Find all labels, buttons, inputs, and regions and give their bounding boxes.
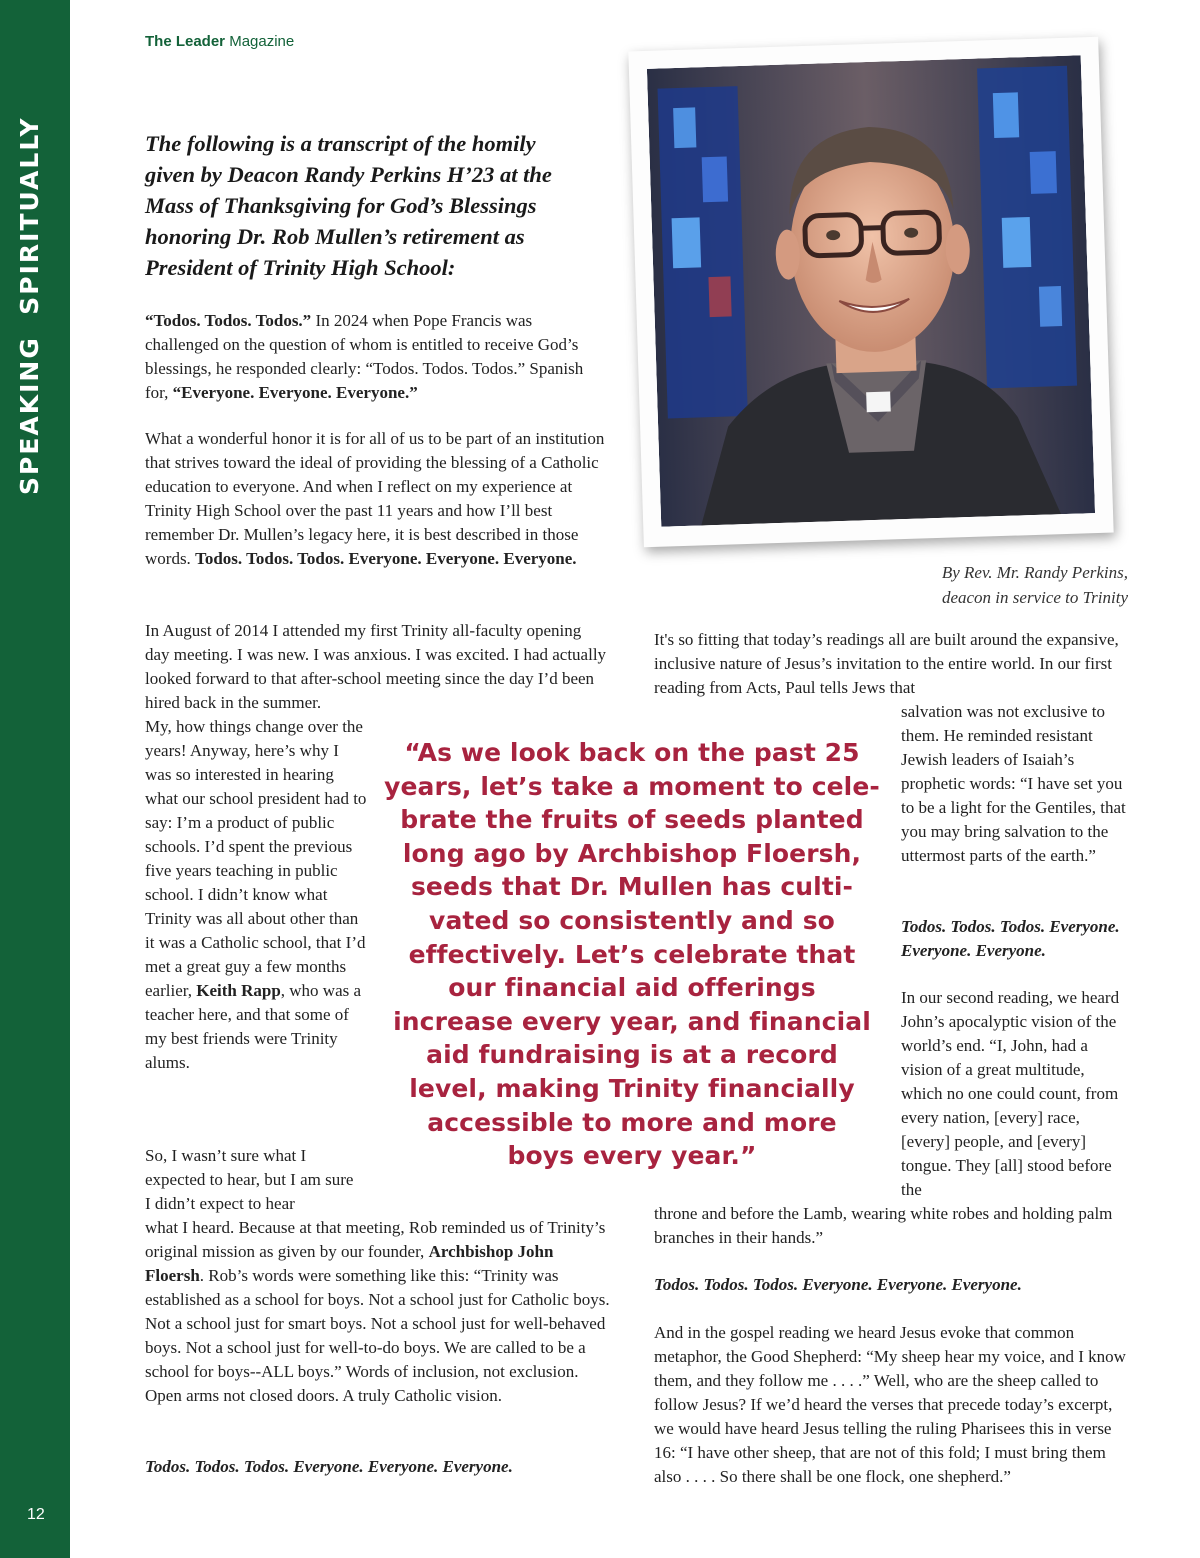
paragraph-text: In 2024 when Pope Francis was challenged on the question of whom is entitled to receive God’s blessings, he responded clearly: “Todos. Todos. Todos.” Spanish for, <box>145 311 584 402</box>
pull-quote-line: boys every year.” <box>507 1141 757 1171</box>
paragraph-text: So, I wasn’t sure what I expected to hear, but I am sure I didn’t expect to hear <box>145 1146 354 1213</box>
page-number: 12 <box>27 1506 45 1523</box>
bold-name: Archbishop John Floersh <box>145 1242 554 1285</box>
intro-line: given by Deacon Randy Perkins H’23 at the <box>145 162 552 187</box>
magazine-title <box>145 33 294 50</box>
paragraph-second-reading <box>901 986 1126 1202</box>
pull-quote-line: our financial aid offerings <box>448 973 816 1003</box>
intro-line: honoring Dr. Rob Mullen’s retirement as <box>145 224 525 249</box>
paragraph-text: salvation was not exclusive to them. He reminded resistant Jewish leaders of Isaiah’s prophetic words: “I have set you to be a light for the Gentiles, that you may bring salvation to the uttermost parts of the earth.” <box>901 702 1126 865</box>
pull-quote-line: “As we look back on the past 25 <box>404 738 860 767</box>
paragraph-not-sure <box>145 1144 360 1216</box>
paragraph-lamb <box>654 1202 1126 1250</box>
paragraph-acts <box>901 700 1126 868</box>
portrait-photo-frame <box>628 37 1113 548</box>
paragraph-text: My, how things change over the years! Anyway, here’s why I was so interested in hearing what our school president had to say: I’m a product of public schools. I’d spent the previous five years teaching in public school. I didn’t know what Trinity was all about other than it was a Catholic school, that I’d met a great guy a few months earlier, <box>145 717 367 1000</box>
bold-phrase: “Everyone. Everyone. Everyone.” <box>172 383 418 402</box>
refrain: Todos. Todos. Todos. Everyone. Everyone. Everyone. <box>145 1457 513 1476</box>
paragraph-text: what I heard. Because at that meeting, Rob reminded us of Trinity’s original mission as given by our founder, <box>145 1218 606 1261</box>
paragraph-text: It's so fitting that today’s readings all are built around the expansive, inclusive nature of Jesus’s invitation to the entire world. In our first reading from Acts, Paul tells Jews that <box>654 630 1119 697</box>
pull-quote-line: vated so consistently and so <box>429 905 835 935</box>
caption-line: deacon in service to Trinity <box>941 588 1128 607</box>
pull-quote-line: increase every year, and financial <box>393 1006 871 1036</box>
pull-quote-line: long ago by Archbishop Floersh, <box>402 838 862 868</box>
paragraph-text: In our second reading, we heard John’s apocalyptic vision of the world’s end. “I, John, had a vision of a great multitude, which no one could count, from every nation, [every] race, [every] people, and [every] tongue. They [all] stood before the <box>901 988 1120 1199</box>
bold-phrase: “Todos. Todos. Todos.” <box>145 311 312 330</box>
paragraph-text: In August of 2014 I attended my first Trinity all-faculty opening day meeting. I was new. I was anxious. I was excited. I had actually looked forward to that after-school meeting since the day I’d been hired back in the summer. <box>145 621 607 712</box>
pull-quote-line: accessible to more and more <box>427 1107 837 1137</box>
paragraph-mission <box>145 1216 615 1408</box>
paragraph-gospel <box>654 1321 1126 1489</box>
paragraph-todos-intro <box>145 309 600 405</box>
pull-quote-line: aid fundraising is at a record <box>426 1040 838 1070</box>
paragraph-text: , who was a teacher here, and that some of my best friends were Trinity alums. <box>145 981 362 1072</box>
intro-heading <box>145 128 615 283</box>
paragraph-honor <box>145 427 605 571</box>
pull-quote-line: seeds that Dr. Mullen has culti- <box>410 872 854 902</box>
refrain: Todos. Todos. Todos. Everyone. Everyone. Everyone. <box>901 917 1120 960</box>
intro-line: Mass of Thanksgiving for God’s Blessings <box>145 193 537 218</box>
paragraph-readings <box>654 628 1126 700</box>
intro-line: The following is a transcript of the homily <box>145 131 536 156</box>
paragraph-text: And in the gospel reading we heard Jesus evoke that common metaphor, the Good Shepherd: “My sheep hear my voice, and I know them, and they follow me . . . .” Well, who are the sheep called to follow Jesus? If we’d heard the verses that precede today’s excerpt, we would have heard Jesus telling the ruling Pharisees this in verse 16: “I have other sheep, that are not of this fold; I must bring them also . . . . So there shall be one flock, one shepherd.” <box>654 1323 1126 1486</box>
magazine-title-bold: The Leader <box>145 33 226 50</box>
paragraph-first-meeting <box>145 619 610 715</box>
pull-quote-line: brate the fruits of seeds planted <box>400 805 864 835</box>
portrait-photo <box>647 55 1095 526</box>
paragraph-text: What a wonderful honor it is for all of us to be part of an institution that strives toward the ideal of providing the blessing of a Catholic education to everyone. And when I reflect on my experience at Trinity High School over the past 11 years and how I’ll best remember Dr. Mullen’s legacy here, it is best described in those words. <box>145 429 605 568</box>
pull-quote-line: level, making Trinity financially <box>409 1073 855 1103</box>
photo-caption <box>880 560 1128 610</box>
bold-name: Keith Rapp <box>196 981 281 1000</box>
paragraph-public-schools <box>145 715 367 1075</box>
pull-quote-line: years, let’s take a moment to cele- <box>384 771 880 801</box>
refrain: Todos. Todos. Todos. Everyone. Everyone. Everyone. <box>654 1275 1022 1294</box>
bold-phrase: Todos. Todos. Todos. Everyone. Everyone. Everyone. <box>195 549 577 568</box>
section-sidebar <box>0 0 70 1558</box>
pull-quote-line: effectively. Let’s celebrate that <box>408 939 856 969</box>
caption-line: By Rev. Mr. Randy Perkins, <box>941 563 1128 582</box>
section-title: SPEAKING SPIRITUALLY <box>15 116 44 495</box>
intro-line: President of Trinity High School: <box>145 255 456 280</box>
pull-quote <box>378 736 886 1173</box>
portrait-illustration <box>647 55 1095 526</box>
magazine-title-rest: Magazine <box>225 33 295 50</box>
paragraph-text: throne and before the Lamb, wearing white robes and holding palm branches in their hands.” <box>654 1204 1113 1247</box>
paragraph-text: . Rob’s words were something like this: “Trinity was established as a school for boys. Not a school just for Catholic boys. Not a school just for smart boys. Not a school just for well-behaved boys. Not a school just for well-to-do boys. We are called to be a school for boys--ALL boys.” Words of inclusion, not exclusion. Open arms not closed doors. A truly Catholic vision. <box>145 1266 610 1405</box>
